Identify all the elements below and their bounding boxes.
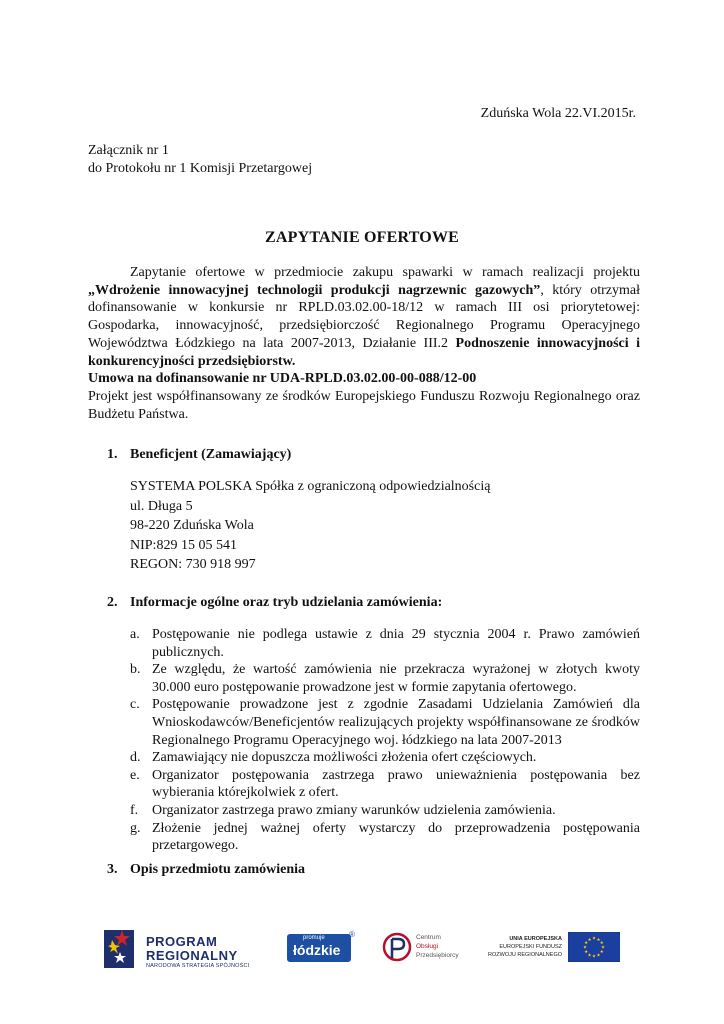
program-regionalny-logo (100, 924, 270, 972)
general-info-list (130, 626, 640, 855)
list-marker: b. (130, 662, 141, 678)
lodzkie-label: łódzkie (293, 942, 341, 958)
list-item (130, 767, 640, 802)
section-2-title: Informacje ogólne oraz tryb udzielania zamówienia: (130, 595, 443, 610)
list-item (130, 661, 640, 696)
program-line-2: REGIONALNY (146, 948, 238, 963)
beneficiary-city: 98-220 Zduńska Wola (130, 518, 254, 533)
section-1-title: Beneficjent (Zamawiający) (130, 447, 292, 462)
list-marker: g. (130, 820, 141, 836)
list-item-text: Organizator postępowania zastrzega prawo unieważnienia postępowania bez wybierania którejkolwiek z ofert. (152, 767, 640, 801)
cop-emblem-icon (382, 930, 412, 964)
agreement-number: Umowa na dofinansowanie nr UDA-RPLD.03.02.00-00-088/12-00 (88, 371, 477, 387)
cofinancing-note: Projekt jest współfinansowany ze środków Europejskiego Funduszu Rozwoju Regionalnego oraz Budżetu Państwa. (88, 388, 640, 422)
annex-note (88, 142, 312, 178)
annex-line-1: Załącznik nr 1 (88, 143, 169, 158)
eu-star-icon: ★ (582, 944, 588, 950)
section-2-number: 2. (107, 595, 118, 610)
eu-line-1: UNIA EUROPEJSKA (509, 936, 562, 942)
beneficiary-regon: REGON: 730 918 997 (130, 557, 256, 572)
beneficiary-street: ul. Długa 5 (130, 498, 193, 514)
list-item (130, 820, 640, 855)
emblem-blue-block (104, 930, 134, 968)
list-item-text: Organizator zastrzega prawo zmiany warunków udzielenia zamówienia. (152, 802, 556, 818)
list-marker: a. (130, 627, 140, 642)
list-item (130, 696, 640, 749)
section-3-title: Opis przedmiotu zamówienia (130, 862, 305, 877)
list-marker: d. (130, 750, 141, 766)
centrum-line-3: Przedsiębiorcy (416, 952, 459, 959)
eu-star-icon: ★ (599, 940, 604, 946)
list-item-text: Zamawiający nie dopuszcza możliwości złożenia ofert częściowych. (152, 750, 537, 766)
centrum-line-2: Obsługi (416, 943, 439, 950)
place-date: Zduńska Wola 22.VI.2015r. (480, 106, 636, 121)
centrum-obslugi-logo (382, 928, 472, 968)
page-title: ZAPYTANIE OFERTOWE (264, 229, 460, 246)
eu-star-icon: ★ (600, 944, 606, 950)
eu-star-icon: ★ (587, 936, 592, 942)
section-1-heading (107, 447, 291, 463)
eu-star-icon: ★ (596, 936, 601, 942)
annex-line-2: do Protokołu nr 1 Komisji Przetargowej (88, 161, 313, 176)
program-line-1: PROGRAM (146, 934, 218, 949)
list-marker: f. (130, 802, 139, 818)
list-item-text: Postępowanie prowadzone jest z zgodnie Zasadami Udzielania Zamówień dla Wnioskodawców/Beneficjentów realizujących projekty współfinansowane ze środków Regionalnego Programu Operacyjnego woj. łódzkiego na lata 2007-2013 (152, 697, 640, 748)
intro-text (88, 264, 640, 370)
eu-star-icon: ★ (584, 940, 589, 946)
eu-star-icon: ★ (591, 935, 597, 941)
section-3-heading (107, 862, 305, 878)
list-marker: e. (130, 767, 140, 783)
list-item-text: Postępowanie nie podlega ustawie z dnia 29 stycznia 2004 r. Prawo zamówień publicznych. (152, 627, 640, 660)
list-item-text: Złożenie jednej ważnej oferty wystarczy do przeprowadzenia postępowania przetargowego. (152, 820, 640, 854)
intro-part-2: , który otrzymał dofinansowanie w konkursie nr RPLD.03.02.00-18/12 w ramach III osi priorytetowej: Gospodarka, innowacyjność, przedsiębiorczość Regionalnego Programu Operacyjnego Województwa Łódzkiego na lata 2007-2013, Działanie III.2 (88, 282, 640, 351)
eu-star-icon: ★ (599, 949, 604, 955)
eu-star-icon: ★ (587, 952, 592, 958)
footer-logos (0, 924, 724, 976)
project-name: „Wdrożenie innowacyjnej technologii produkcji nagrzewnic gazowych” (88, 282, 541, 298)
section-1-number: 1. (107, 447, 118, 462)
eu-line-2: EUROPEJSKI FUNDUSZ (499, 944, 562, 950)
list-item (130, 749, 640, 767)
eu-star-icon: ★ (591, 953, 597, 959)
section-2-heading (107, 595, 442, 611)
eu-logo (485, 930, 620, 964)
beneficiary-nip: NIP:829 15 05 541 (130, 537, 237, 553)
list-item (130, 626, 640, 661)
eu-star-icon: ★ (584, 949, 589, 955)
registered-mark: ® (349, 930, 355, 939)
promuje-lodzkie-logo (287, 930, 359, 964)
eu-star-icon: ★ (596, 952, 601, 958)
beneficiary-address (130, 477, 490, 575)
program-tagline: NARODOWA STRATEGIA SPÓJNOŚCI (146, 963, 250, 969)
list-item-text: Ze względu, że wartość zamówienia nie przekracza wyrażonej w złotych kwoty 30.000 euro postępowanie prowadzone jest w formie zapytania ofertowego. (152, 662, 640, 695)
section-3-number: 3. (107, 862, 118, 877)
list-item (130, 802, 640, 820)
promuje-label: promuje (303, 935, 325, 941)
eu-line-3: ROZWOJU REGIONALNEGO (488, 952, 562, 958)
intro-paragraph (88, 264, 640, 423)
eu-flag-icon (568, 932, 620, 962)
list-marker: c. (130, 697, 140, 713)
cop-letter-p (392, 939, 404, 958)
centrum-line-1: Centrum (416, 934, 441, 941)
program-regionalny-emblem-icon (100, 926, 138, 972)
measure-name: Podnoszenie innowacyjności i konkurencyjności przedsiębiorstw. (88, 335, 640, 369)
beneficiary-name: SYSTEMA POLSKA Spółka z ograniczoną odpowiedzialnością (130, 479, 491, 494)
intro-part-1: Zapytanie ofertowe w przedmiocie zakupu spawarki w ramach realizacji projektu (130, 265, 640, 280)
